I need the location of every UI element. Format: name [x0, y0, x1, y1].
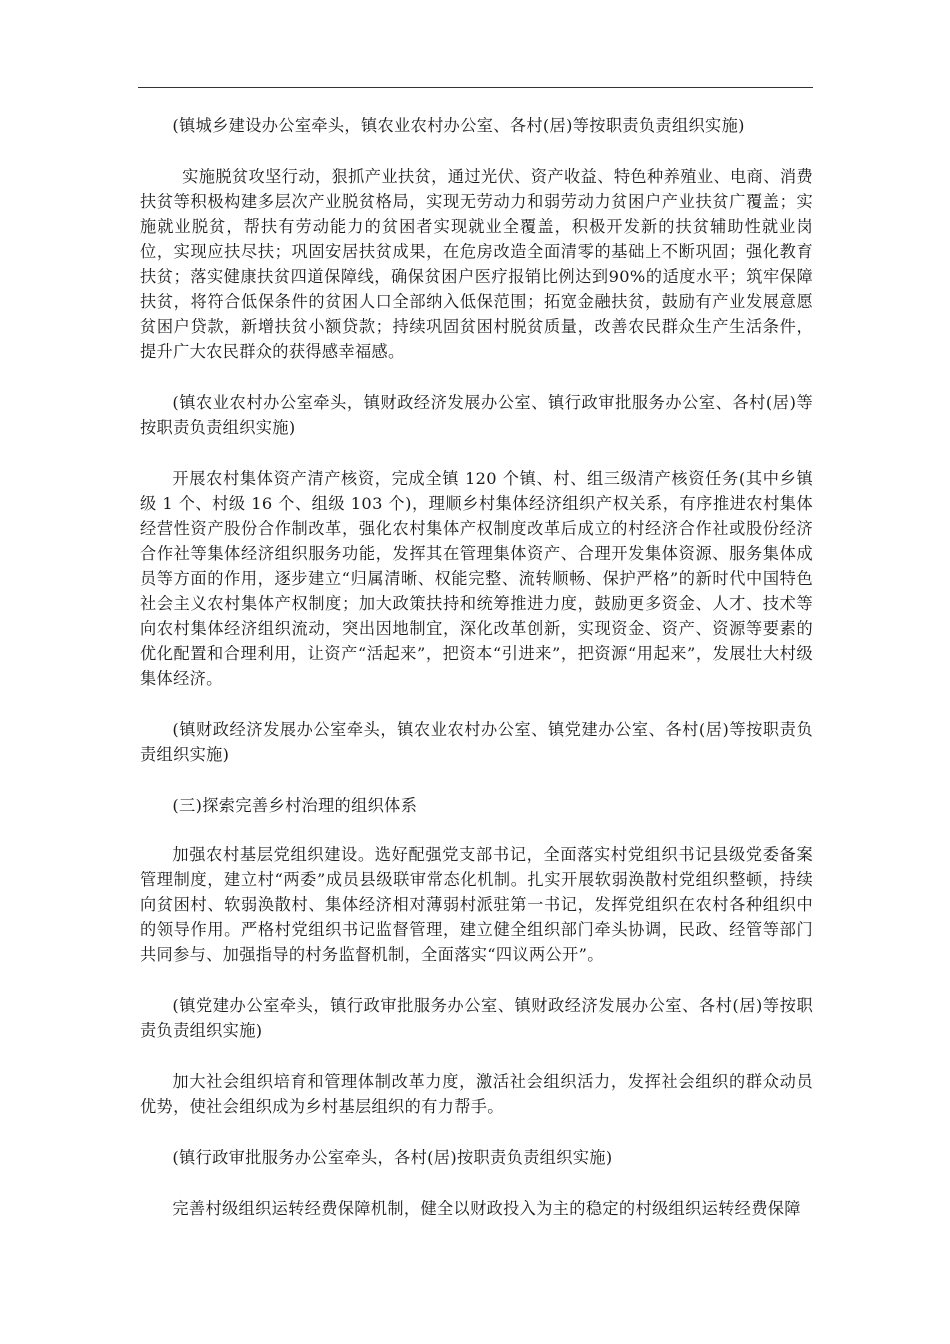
section-heading: (三)探索完善乡村治理的组织体系 — [172, 796, 418, 815]
body-paragraph: 加大社会组织培育和管理体制改革力度，激活社会组织活力，发挥社会组织的群众动员优势，使社会组织成为乡村基层组织的有力帮手。 — [140, 1072, 813, 1116]
header-rule — [138, 87, 813, 88]
document-body — [140, 113, 813, 1247]
body-paragraph: 加强农村基层党组织建设。选好配强党支部书记，全面落实村党组织书记县级党委备案管理制度，建立村“两委”成员县级联审常态化机制。扎实开展软弱涣散村党组织整顿，持续向贫困村、软弱涣散村、集体经济相对薄弱村派驻第一书记，发挥党组织在农村各种组织中的领导作用。严格村党组织书记监督管理，建立健全组织部门牵头协调，民政、经管等部门共同参与、加强指导的村务监督机制，全面落实“四议两公开”。 — [140, 845, 813, 964]
responsibility-note: (镇行政审批服务办公室牵头，各村(居)按职责负责组织实施) — [172, 1148, 613, 1167]
body-paragraph: 实施脱贫攻坚行动，狠抓产业扶贫，通过光伏、资产收益、特色种养殖业、电商、消费扶贫等积极构建多层次产业脱贫格局，实现无劳动力和弱劳动力贫困户产业扶贫广覆盖；实施就业脱贫，帮扶有劳动能力的贫困者实现就业全覆盖，积极开发新的扶贫辅助性就业岗位，实现应扶尽扶；巩固安居扶贫成果，在危房改造全面清零的基础上不断巩固；强化教育扶贫；落实健康扶贫四道保障线，确保贫困户医疗报销比例达到90%的适度水平；筑牢保障扶贫，将符合低保条件的贫困人口全部纳入低保范围；拓宽金融扶贫，鼓励有产业发展意愿贫困户贷款，新增扶贫小额贷款；持续巩固贫困村脱贫质量，改善农民群众生产生活条件，提升广大农民群众的获得感幸福感。 — [140, 167, 813, 361]
responsibility-note: (镇农业农村办公室牵头，镇财政经济发展办公室、镇行政审批服务办公室、各村(居)等按职责负责组织实施) — [140, 393, 813, 437]
responsibility-note: (镇城乡建设办公室牵头，镇农业农村办公室、各村(居)等按职责负责组织实施) — [172, 116, 745, 135]
responsibility-note: (镇财政经济发展办公室牵头，镇农业农村办公室、镇党建办公室、各村(居)等按职责负责组织实施) — [140, 720, 813, 764]
responsibility-note: (镇党建办公室牵头，镇行政审批服务办公室、镇财政经济发展办公室、各村(居)等按职责负责组织实施) — [140, 996, 813, 1040]
body-paragraph: 完善村级组织运转经费保障机制，健全以财政投入为主的稳定的村级组织运转经费保障 — [172, 1199, 801, 1218]
body-paragraph: 开展农村集体资产清产核资，完成全镇 120 个镇、村、组三级清产核资任务(其中乡镇级 1 个、村级 16 个、组级 103 个)，理顺乡村集体经济组织产权关系，有序推进农村集体经营性资产股份合作制改革，强化农村集体产权制度改革后成立的村经济合作社或股份经济合作社等集体经济组织服务功能，发挥其在管理集体资产、合理开发集体资源、服务集体成员等方面的作用，逐步建立“归属清晰、权能完整、流转顺畅、保护严格”的新时代中国特色社会主义农村集体产权制度；加大政策扶持和统筹推进力度，鼓励更多资金、人才、技术等向农村集体经济组织流动，突出因地制宜，深化改革创新，实现资金、资产、资源等要素的优化配置和合理利用，让资产“活起来”，把资本“引进来”，把资源“用起来”，发展壮大村级集体经济。 — [140, 469, 813, 688]
